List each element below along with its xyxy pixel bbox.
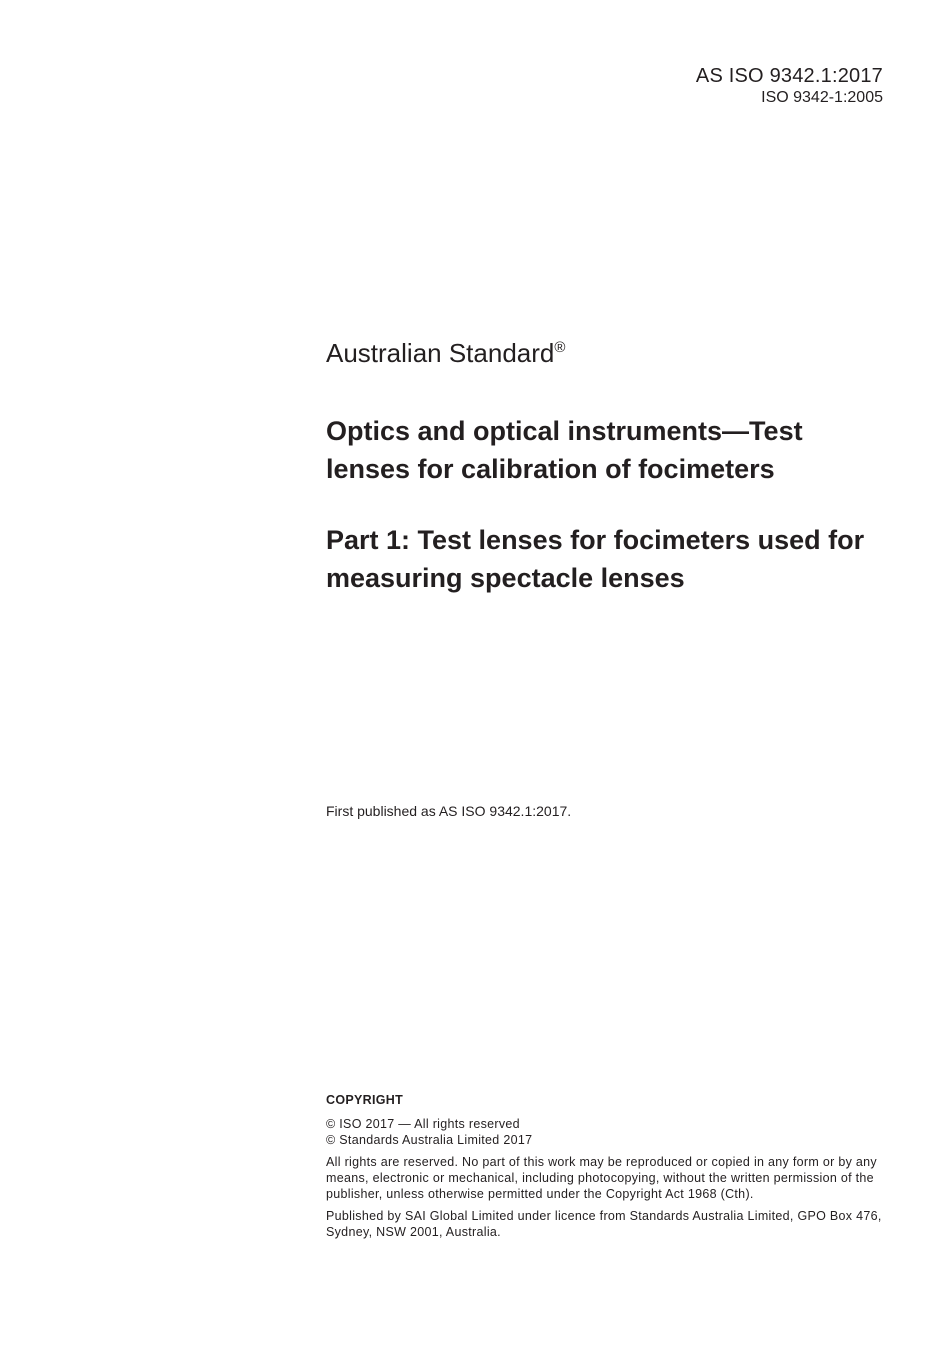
document-part-title: Part 1: Test lenses for focimeters used for measuring spectacle lenses (326, 525, 865, 593)
first-published-note: First published as AS ISO 9342.1:2017. (326, 803, 572, 819)
header-identifiers (696, 64, 883, 108)
copyright-block (326, 1092, 886, 1241)
rights-statement: All rights are reserved. No part of this work may be reproduced or copied in any form or by any means, electronic or mechanical, including photocopying, without the written permission of the publisher, unless otherwise permitted under the Copyright Act 1968 (Cth). (326, 1155, 877, 1201)
iso-number: ISO 9342-1:2005 (761, 89, 883, 106)
document-type-label: Australian Standard (326, 338, 555, 368)
copyright-heading: COPYRIGHT (326, 1093, 404, 1107)
registered-mark: ® (554, 339, 566, 356)
copyright-line-iso: © ISO 2017 — All rights reserved (326, 1117, 520, 1131)
copyright-lines (326, 1116, 886, 1148)
standard-number: AS ISO 9342.1:2017 (695, 65, 883, 87)
document-title: Optics and optical instruments—Test lenses for calibration of focimeters (326, 416, 803, 484)
copyright-line-sa: © Standards Australia Limited 2017 (326, 1133, 533, 1147)
document-type (326, 336, 565, 370)
publisher-statement: Published by SAI Global Limited under licence from Standards Australia Limited, GPO Box 476, Sydney, NSW 2001, Australia. (326, 1209, 882, 1240)
